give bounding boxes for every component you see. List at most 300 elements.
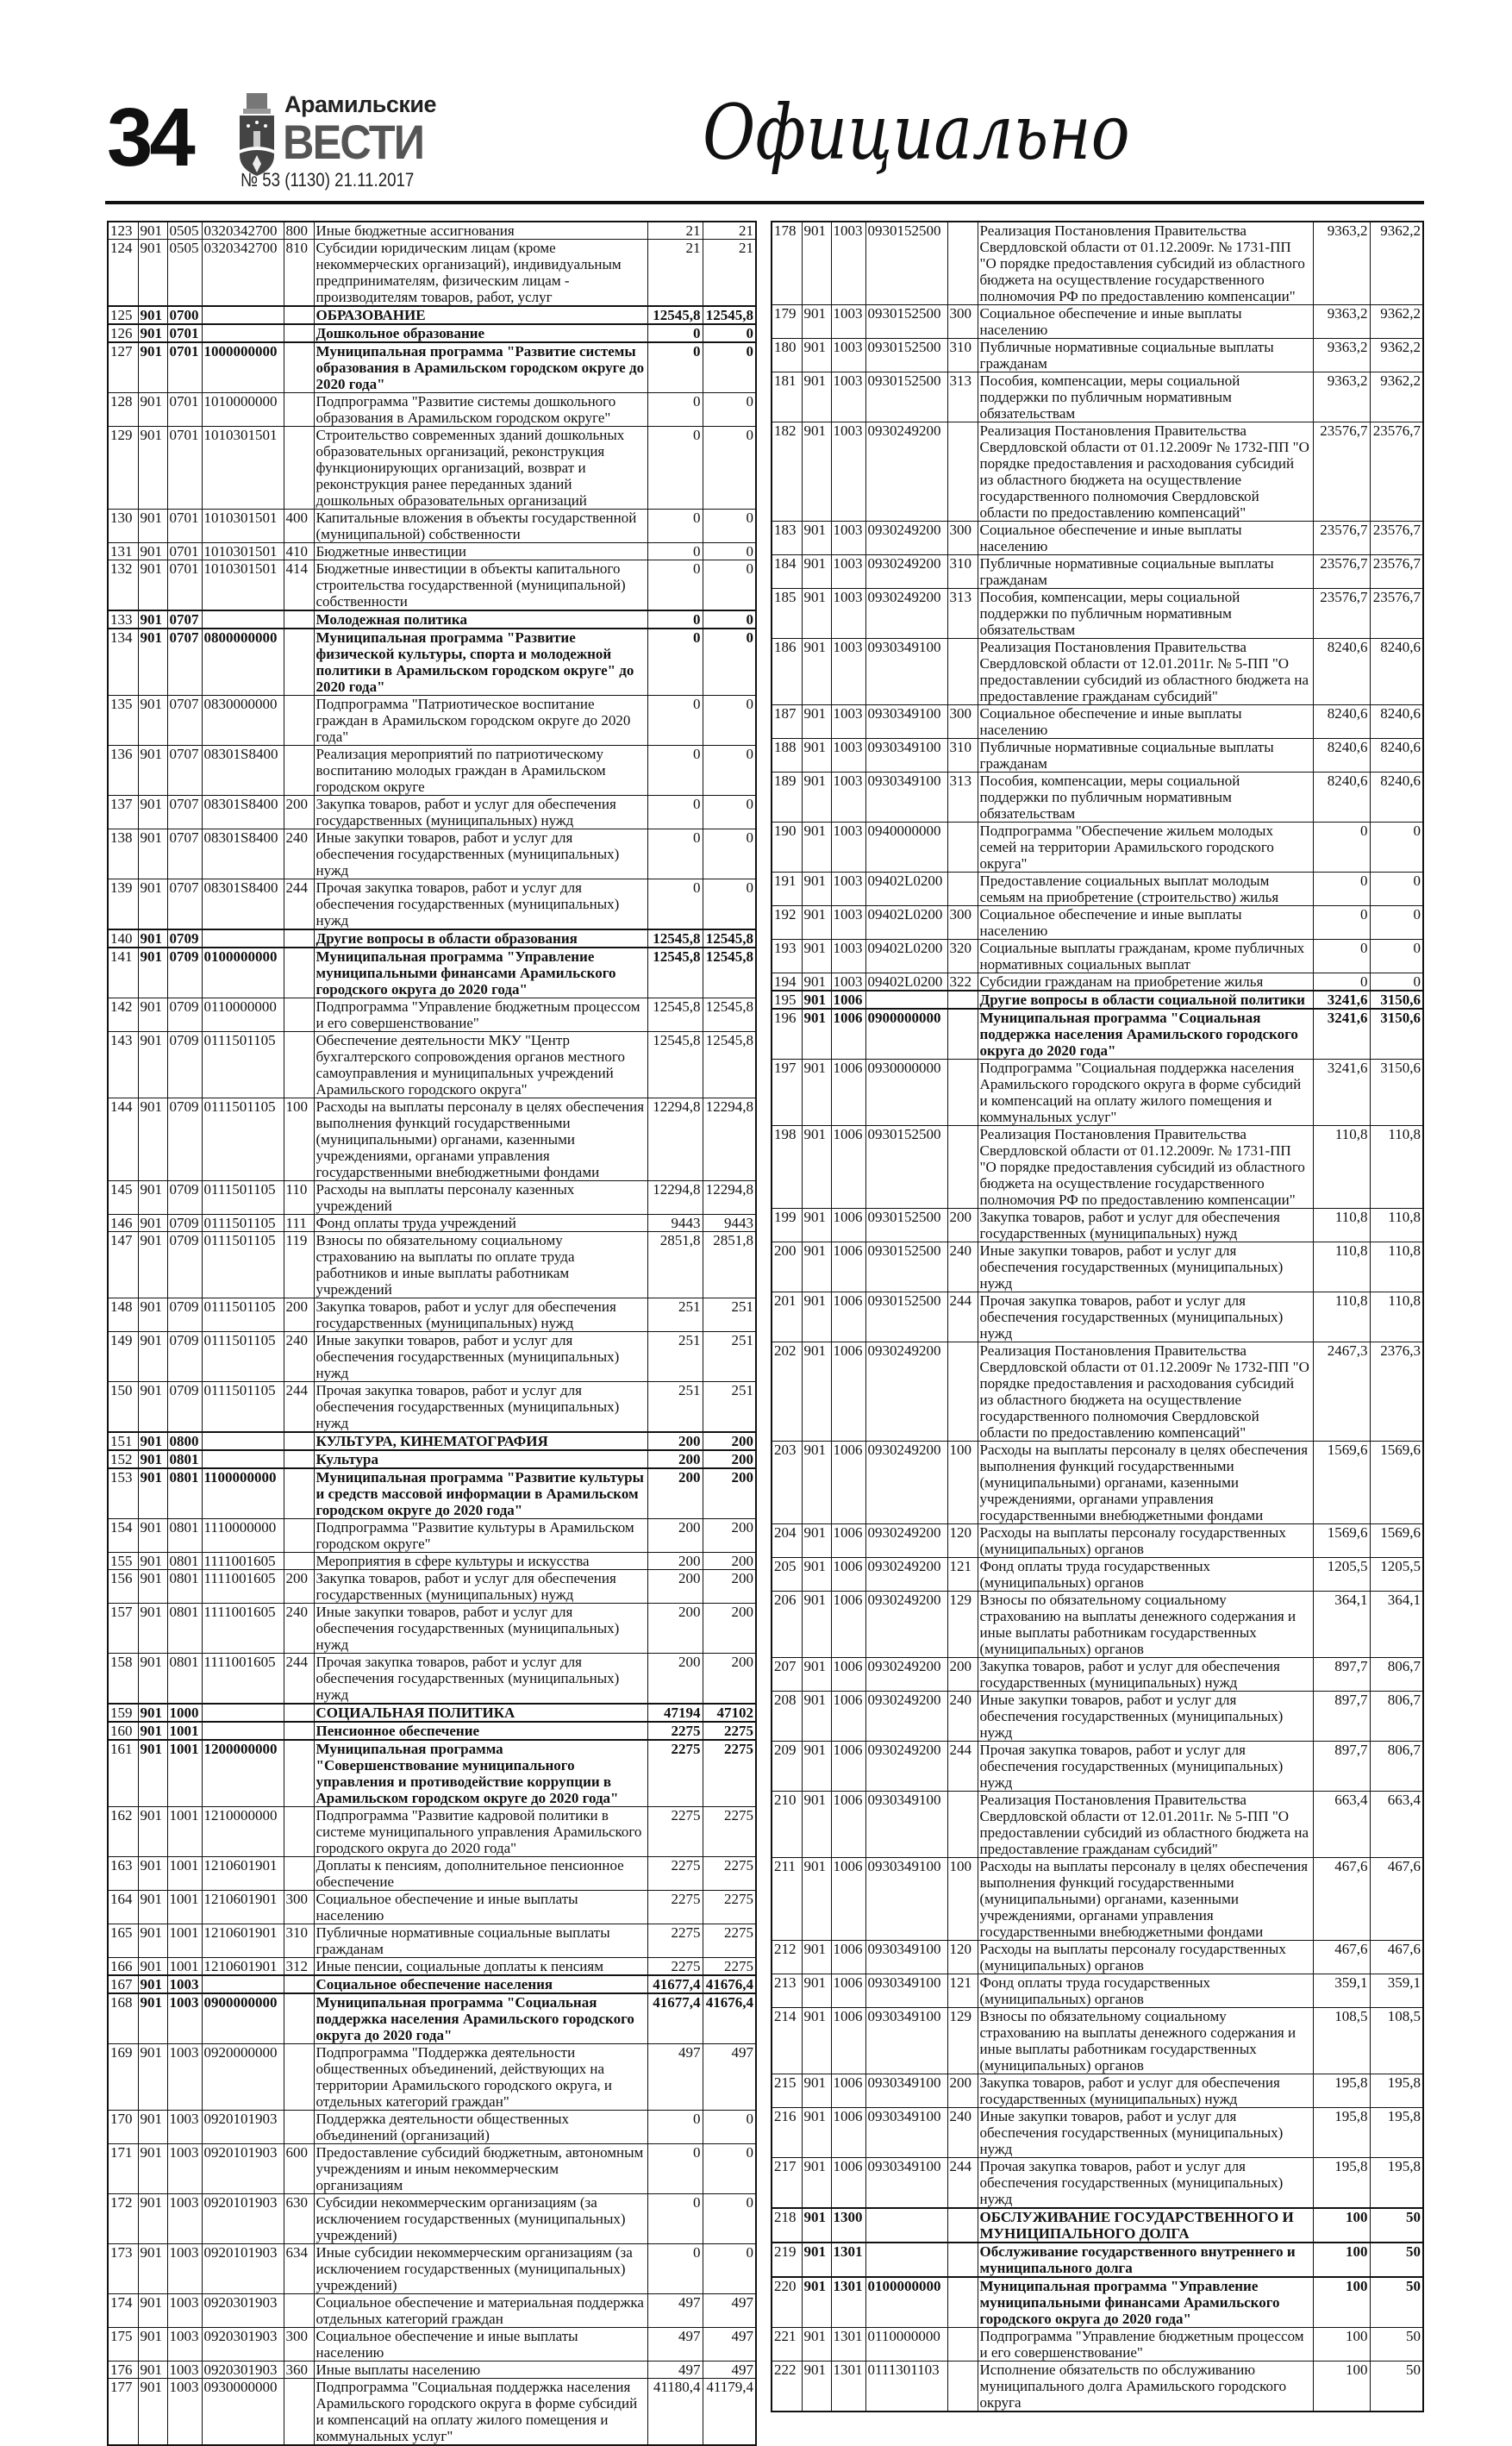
target-article-code — [202, 1722, 284, 1740]
table-row — [108, 1958, 756, 1976]
department-code: 901 — [802, 2277, 831, 2328]
expense-type-code — [947, 1126, 978, 1209]
target-article-code: 0800000000 — [202, 629, 284, 696]
department-code: 901 — [802, 940, 831, 973]
table-row — [108, 1654, 756, 1705]
department-code: 901 — [138, 998, 167, 1032]
expense-type-code: 310 — [284, 1924, 314, 1958]
table-row — [108, 2144, 756, 2194]
expense-type-code — [284, 998, 314, 1032]
section-code: 1003 — [831, 339, 865, 372]
table-row — [772, 1292, 1423, 1342]
department-code: 901 — [138, 1032, 167, 1098]
row-number: 159 — [108, 1704, 138, 1722]
row-number: 123 — [108, 222, 138, 240]
expense-description: Строительство современных зданий дошкольных образовательных организаций, реконструкция функционирующих организаций, возврат и реконструкция ранее переданных зданий дошкольных образовательных организаций — [314, 427, 647, 510]
amount-2: 23576,7 — [1370, 589, 1423, 639]
target-article-code — [202, 929, 284, 948]
expense-type-code: 110 — [284, 1181, 314, 1215]
section-code: 1006 — [831, 1858, 865, 1941]
expense-type-code: 313 — [947, 372, 978, 422]
expense-type-code: 310 — [947, 339, 978, 372]
amount-2: 0 — [703, 510, 756, 543]
table-row — [772, 1242, 1423, 1292]
table-row — [772, 589, 1423, 639]
expense-type-code: 240 — [284, 1604, 314, 1654]
table-row — [772, 1692, 1423, 1742]
amount-2: 50 — [1370, 2328, 1423, 2362]
amount-1: 41677,4 — [647, 1993, 703, 2044]
amount-2: 0 — [1370, 906, 1423, 940]
expense-type-code: 800 — [284, 222, 314, 240]
section-code: 0505 — [167, 240, 202, 307]
expense-type-code — [947, 639, 978, 705]
expense-description: Исполнение обязательств по обслуживанию муниципального долга Арамильского городского округа — [978, 2362, 1313, 2412]
target-article-code: 0930249200 — [865, 1658, 947, 1692]
table-row — [108, 342, 756, 393]
expense-description: Предоставление субсидий бюджетным, автономным учреждениям и иным некоммерческим организациям — [314, 2144, 647, 2194]
target-article-code: 0930349100 — [865, 2074, 947, 2108]
table-row — [108, 1553, 756, 1570]
expense-type-code: 129 — [947, 1592, 978, 1658]
expense-type-code — [947, 2243, 978, 2277]
amount-2: 806,7 — [1370, 1658, 1423, 1692]
department-code: 901 — [138, 2194, 167, 2244]
section-code: 0709 — [167, 1232, 202, 1298]
table-row — [108, 240, 756, 307]
target-article-code: 0920101903 — [202, 2111, 284, 2144]
section-code: 1006 — [831, 1592, 865, 1658]
department-code: 901 — [138, 1298, 167, 1332]
section-title: Официально — [703, 88, 1130, 177]
department-code: 901 — [138, 2144, 167, 2194]
amount-1: 0 — [647, 393, 703, 427]
amount-2: 0 — [703, 2144, 756, 2194]
expense-description: Подпрограмма "Социальная поддержка населения Арамильского городского округа в форме субсидий и компенсаций на оплату жилого помещения и коммунальных услуг" — [978, 1060, 1313, 1126]
department-code: 901 — [802, 1558, 831, 1592]
expense-description: Бюджетные инвестиции в объекты капитального строительства государственной (муниципальной) собственности — [314, 560, 647, 611]
expense-description: Муниципальная программа "Управление муниципальными финансами Арамильского городского округа до 2020 года" — [978, 2277, 1313, 2328]
expense-description: Реализация Постановления Правительства Свердловской области от 01.12.2009г № 1732-ПП "О порядке предоставления и расходования субсидий из областного бюджета на осуществление государственного полномочия Свердловской области по предоставлению компенсаций" — [978, 422, 1313, 522]
department-code: 901 — [138, 222, 167, 240]
newspaper-name-main: ВЕСТИ — [283, 115, 424, 169]
amount-2: 12545,8 — [703, 306, 756, 324]
section-code: 1003 — [167, 2044, 202, 2111]
section-code: 0709 — [167, 998, 202, 1032]
amount-2: 8240,6 — [1370, 639, 1423, 705]
amount-2: 108,5 — [1370, 2008, 1423, 2074]
section-code: 1006 — [831, 2074, 865, 2108]
department-code: 901 — [138, 1740, 167, 1807]
section-code: 1001 — [167, 1924, 202, 1958]
amount-2: 200 — [703, 1604, 756, 1654]
amount-2: 195,8 — [1370, 2108, 1423, 2158]
row-number: 174 — [108, 2294, 138, 2328]
amount-1: 47194 — [647, 1704, 703, 1722]
table-row — [772, 222, 1423, 305]
section-code: 1006 — [831, 1442, 865, 1524]
section-code: 0701 — [167, 342, 202, 393]
section-code: 1006 — [831, 2008, 865, 2074]
target-article-code: 0930152500 — [865, 1209, 947, 1242]
expense-type-code — [947, 422, 978, 522]
row-number: 160 — [108, 1722, 138, 1740]
expense-description: Публичные нормативные социальные выплаты гражданам — [978, 339, 1313, 372]
target-article-code: 1111001605 — [202, 1604, 284, 1654]
amount-2: 9362,2 — [1370, 339, 1423, 372]
expense-type-code — [947, 222, 978, 305]
amount-2: 3150,6 — [1370, 1060, 1423, 1126]
amount-2: 0 — [703, 560, 756, 611]
section-code: 1003 — [831, 222, 865, 305]
amount-1: 0 — [647, 746, 703, 796]
expense-description: ОБСЛУЖИВАНИЕ ГОСУДАРСТВЕННОГО И МУНИЦИПАЛЬНОГО ДОЛГА — [978, 2208, 1313, 2243]
amount-1: 200 — [647, 1432, 703, 1450]
expense-type-code — [284, 1519, 314, 1553]
expense-type-code — [284, 746, 314, 796]
target-article-code — [202, 610, 284, 629]
amount-2: 23576,7 — [1370, 522, 1423, 555]
table-row — [772, 2277, 1423, 2328]
row-number: 182 — [772, 422, 802, 522]
amount-1: 9443 — [647, 1215, 703, 1232]
department-code: 901 — [138, 1450, 167, 1468]
section-code: 1006 — [831, 1941, 865, 1974]
department-code: 901 — [138, 427, 167, 510]
target-article-code: 0930152500 — [865, 339, 947, 372]
expense-description: Иные закупки товаров, работ и услуг для обеспечения государственных (муниципальных) нужд — [314, 1332, 647, 1382]
table-row — [772, 1792, 1423, 1858]
amount-1: 2275 — [647, 1857, 703, 1891]
table-row — [108, 1332, 756, 1382]
amount-1: 12545,8 — [647, 306, 703, 324]
section-code: 1003 — [831, 973, 865, 992]
expense-type-code: 100 — [947, 1442, 978, 1524]
row-number: 130 — [108, 510, 138, 543]
row-number: 206 — [772, 1592, 802, 1658]
table-row — [108, 427, 756, 510]
target-article-code: 0930349100 — [865, 1792, 947, 1858]
expense-description: Обеспечение деятельности МКУ "Центр бухгалтерского сопровождения органов местного самоуправления и муниципальных учреждений Арамильского городского округа" — [314, 1032, 647, 1098]
row-number: 162 — [108, 1807, 138, 1857]
section-code: 1006 — [831, 1126, 865, 1209]
table-row — [108, 1891, 756, 1924]
target-article-code: 1210601901 — [202, 1857, 284, 1891]
amount-1: 2275 — [647, 1958, 703, 1976]
row-number: 172 — [108, 2194, 138, 2244]
expense-type-code — [284, 2294, 314, 2328]
amount-1: 0 — [647, 2244, 703, 2294]
expense-description: Расходы на выплаты персоналу казенных учреждений — [314, 1181, 647, 1215]
expense-type-code — [947, 873, 978, 906]
target-article-code: 0111501105 — [202, 1181, 284, 1215]
department-code: 901 — [802, 2243, 831, 2277]
section-code: 1003 — [167, 2379, 202, 2446]
row-number: 216 — [772, 2108, 802, 2158]
amount-1: 108,5 — [1313, 2008, 1370, 2074]
expense-type-code: 300 — [284, 1891, 314, 1924]
amount-1: 8240,6 — [1313, 739, 1370, 773]
section-code: 1003 — [831, 305, 865, 339]
target-article-code: 0320342700 — [202, 240, 284, 307]
expense-description: Социальное обеспечение и иные выплаты населению — [978, 522, 1313, 555]
amount-1: 497 — [647, 2044, 703, 2111]
section-code: 1001 — [167, 1740, 202, 1807]
section-code: 1301 — [831, 2328, 865, 2362]
expense-description: Субсидии гражданам на приобретение жилья — [978, 973, 1313, 992]
table-row — [108, 998, 756, 1032]
amount-1: 23576,7 — [1313, 589, 1370, 639]
department-code: 901 — [138, 2379, 167, 2446]
expense-description: Иные бюджетные ассигнования — [314, 222, 647, 240]
amount-2: 251 — [703, 1298, 756, 1332]
row-number: 189 — [772, 773, 802, 823]
expense-description: Публичные нормативные социальные выплаты гражданам — [978, 555, 1313, 589]
expense-description: Иные субсидии некоммерческим организациям (за исключением государственных (муниципальных) учреждений) — [314, 2244, 647, 2294]
expense-description: Расходы на выплаты персоналу в целях обеспечения выполнения функций государственными (муниципальными) органами, казенными учреждениями, органами управления государственными внебюджетными фондами — [314, 1098, 647, 1181]
row-number: 126 — [108, 324, 138, 342]
expense-type-code: 119 — [284, 1232, 314, 1298]
department-code: 901 — [802, 1342, 831, 1442]
amount-1: 663,4 — [1313, 1792, 1370, 1858]
amount-2: 9362,2 — [1370, 372, 1423, 422]
row-number: 152 — [108, 1450, 138, 1468]
table-row — [772, 1558, 1423, 1592]
expense-description: Субсидии юридическим лицам (кроме некоммерческих организаций), индивидуальным предпринимателям, физическим лицам - производителям товаров, работ, услуг — [314, 240, 647, 307]
department-code: 901 — [802, 222, 831, 305]
expense-description: Закупка товаров, работ и услуг для обеспечения государственных (муниципальных) нужд — [978, 2074, 1313, 2108]
row-number: 176 — [108, 2362, 138, 2379]
department-code: 901 — [802, 2074, 831, 2108]
amount-1: 12545,8 — [647, 948, 703, 998]
expense-description: Прочая закупка товаров, работ и услуг для обеспечения государственных (муниципальных) нужд — [978, 1742, 1313, 1792]
section-code: 1001 — [167, 1857, 202, 1891]
table-row — [772, 823, 1423, 873]
section-code: 1003 — [831, 422, 865, 522]
table-row — [772, 2328, 1423, 2362]
target-article-code: 0930349100 — [865, 2158, 947, 2209]
section-code: 1003 — [167, 1975, 202, 1993]
row-number: 180 — [772, 339, 802, 372]
amount-2: 0 — [703, 829, 756, 879]
amount-1: 110,8 — [1313, 1126, 1370, 1209]
amount-2: 50 — [1370, 2362, 1423, 2412]
amount-2: 2275 — [703, 1924, 756, 1958]
target-article-code: 0830000000 — [202, 696, 284, 746]
expense-description: КУЛЬТУРА, КИНЕМАТОГРАФИЯ — [314, 1432, 647, 1450]
row-number: 139 — [108, 879, 138, 930]
expense-description: Прочая закупка товаров, работ и услуг для обеспечения государственных (муниципальных) нужд — [314, 1382, 647, 1433]
expense-type-code: 244 — [284, 1382, 314, 1433]
expense-type-code — [284, 342, 314, 393]
expense-description: Реализация Постановления Правительства Свердловской области от 01.12.2009г № 1732-ПП "О порядке предоставления и расходования субсидий из областного бюджета на осуществление государственного полномочия Свердловской области по предоставлению компенсаций" — [978, 1342, 1313, 1442]
row-number: 203 — [772, 1442, 802, 1524]
expense-description: Другие вопросы в области социальной политики — [978, 991, 1313, 1009]
section-code: 1006 — [831, 1974, 865, 2008]
target-article-code: 0930349100 — [865, 1858, 947, 1941]
target-article-code: 09402L0200 — [865, 973, 947, 992]
amount-1: 110,8 — [1313, 1242, 1370, 1292]
section-code: 0709 — [167, 1032, 202, 1098]
amount-1: 359,1 — [1313, 1974, 1370, 2008]
amount-1: 9363,2 — [1313, 372, 1370, 422]
amount-2: 497 — [703, 2044, 756, 2111]
amount-1: 0 — [1313, 873, 1370, 906]
expense-type-code: 320 — [947, 940, 978, 973]
amount-1: 100 — [1313, 2362, 1370, 2412]
row-number: 214 — [772, 2008, 802, 2074]
row-number: 143 — [108, 1032, 138, 1098]
amount-1: 23576,7 — [1313, 555, 1370, 589]
target-article-code: 0940000000 — [865, 823, 947, 873]
amount-1: 8240,6 — [1313, 705, 1370, 739]
department-code: 901 — [138, 1857, 167, 1891]
department-code: 901 — [138, 829, 167, 879]
department-code: 901 — [138, 796, 167, 829]
amount-1: 0 — [647, 796, 703, 829]
expense-type-code — [284, 1468, 314, 1519]
amount-2: 110,8 — [1370, 1292, 1423, 1342]
table-row — [108, 1181, 756, 1215]
department-code: 901 — [802, 2158, 831, 2209]
target-article-code: 0930249200 — [865, 422, 947, 522]
amount-1: 467,6 — [1313, 1941, 1370, 1974]
expense-description: Иные пенсии, социальные доплаты к пенсиям — [314, 1958, 647, 1976]
section-code: 0709 — [167, 1298, 202, 1332]
department-code: 901 — [802, 522, 831, 555]
expense-description: Социальное обеспечение и иные выплаты населению — [978, 705, 1313, 739]
amount-1: 2275 — [647, 1924, 703, 1958]
section-code: 0701 — [167, 560, 202, 611]
expense-description: Культура — [314, 1450, 647, 1468]
table-row — [772, 1592, 1423, 1658]
section-code: 0709 — [167, 929, 202, 948]
expense-description: Прочая закупка товаров, работ и услуг для обеспечения государственных (муниципальных) нужд — [314, 1654, 647, 1705]
expense-type-code: 200 — [947, 1658, 978, 1692]
row-number: 173 — [108, 2244, 138, 2294]
row-number: 165 — [108, 1924, 138, 1958]
target-article-code: 0110000000 — [865, 2328, 947, 2362]
expense-description: Фонд оплаты труда государственных (муниципальных) органов — [978, 1974, 1313, 2008]
expense-type-code: 810 — [284, 240, 314, 307]
amount-1: 100 — [1313, 2277, 1370, 2328]
amount-2: 41179,4 — [703, 2379, 756, 2446]
department-code: 901 — [138, 1332, 167, 1382]
department-code: 901 — [138, 1807, 167, 1857]
expense-type-code — [284, 1432, 314, 1450]
table-row — [772, 1974, 1423, 2008]
expense-description: Фонд оплаты труда государственных (муниципальных) органов — [978, 1558, 1313, 1592]
amount-2: 41676,4 — [703, 1975, 756, 1993]
amount-2: 2275 — [703, 1958, 756, 1976]
section-code: 1003 — [167, 2362, 202, 2379]
expense-description: Муниципальная программа "Управление муниципальными финансами Арамильского городского округа до 2020 года" — [314, 948, 647, 998]
target-article-code: 0111501105 — [202, 1098, 284, 1181]
table-row — [108, 222, 756, 240]
department-code: 901 — [138, 2044, 167, 2111]
expense-type-code: 244 — [947, 1292, 978, 1342]
target-article-code: 1210601901 — [202, 1891, 284, 1924]
target-article-code: 1010301501 — [202, 427, 284, 510]
section-code: 1003 — [831, 705, 865, 739]
section-code: 0801 — [167, 1450, 202, 1468]
target-article-code: 0100000000 — [865, 2277, 947, 2328]
amount-2: 12545,8 — [703, 948, 756, 998]
amount-2: 23576,7 — [1370, 422, 1423, 522]
amount-2: 0 — [1370, 940, 1423, 973]
expense-description: Муниципальная программа "Развитие физической культуры, спорта и молодежной политики в Арамильском городском округе" до 2020 года" — [314, 629, 647, 696]
expense-description: Обслуживание государственного внутреннего и муниципального долга — [978, 2243, 1313, 2277]
amount-1: 100 — [1313, 2328, 1370, 2362]
expense-description: Капитальные вложения в объекты государственной (муниципальной) собственности — [314, 510, 647, 543]
expense-type-code: 200 — [947, 1209, 978, 1242]
expense-type-code — [284, 306, 314, 324]
department-code: 901 — [802, 1442, 831, 1524]
department-code: 901 — [138, 1604, 167, 1654]
section-code: 1003 — [831, 522, 865, 555]
target-article-code: 0930249200 — [865, 1692, 947, 1742]
amount-2: 9362,2 — [1370, 222, 1423, 305]
amount-1: 251 — [647, 1298, 703, 1332]
department-code: 901 — [138, 948, 167, 998]
amount-2: 41676,4 — [703, 1993, 756, 2044]
table-row — [772, 1060, 1423, 1126]
expense-description: Иные закупки товаров, работ и услуг для обеспечения государственных (муниципальных) нужд — [314, 829, 647, 879]
expense-description: Бюджетные инвестиции — [314, 543, 647, 560]
target-article-code: 0930152500 — [865, 1242, 947, 1292]
row-number: 201 — [772, 1292, 802, 1342]
expense-type-code: 313 — [947, 589, 978, 639]
row-number: 144 — [108, 1098, 138, 1181]
row-number: 184 — [772, 555, 802, 589]
department-code: 901 — [138, 1993, 167, 2044]
amount-2: 12294,8 — [703, 1098, 756, 1181]
amount-1: 3241,6 — [1313, 1009, 1370, 1060]
row-number: 197 — [772, 1060, 802, 1126]
section-code: 0707 — [167, 610, 202, 629]
department-code: 901 — [138, 1519, 167, 1553]
expense-type-code: 300 — [947, 906, 978, 940]
expense-type-code: 240 — [284, 829, 314, 879]
expense-type-code — [947, 1792, 978, 1858]
amount-2: 110,8 — [1370, 1126, 1423, 1209]
expense-type-code: 240 — [284, 1332, 314, 1382]
department-code: 901 — [802, 739, 831, 773]
amount-1: 0 — [1313, 940, 1370, 973]
target-article-code: 0920101903 — [202, 2244, 284, 2294]
amount-2: 806,7 — [1370, 1742, 1423, 1792]
expense-type-code: 200 — [947, 2074, 978, 2108]
amount-2: 110,8 — [1370, 1242, 1423, 1292]
amount-2: 0 — [703, 796, 756, 829]
row-number: 204 — [772, 1524, 802, 1558]
section-code: 1006 — [831, 1742, 865, 1792]
row-number: 199 — [772, 1209, 802, 1242]
expense-type-code: 400 — [284, 510, 314, 543]
row-number: 194 — [772, 973, 802, 992]
target-article-code — [202, 306, 284, 324]
target-article-code: 09402L0200 — [865, 873, 947, 906]
row-number: 186 — [772, 639, 802, 705]
newspaper-name-top: Арамильские — [284, 91, 436, 117]
expense-type-code: 300 — [947, 305, 978, 339]
amount-1: 2275 — [647, 1722, 703, 1740]
amount-2: 8240,6 — [1370, 773, 1423, 823]
expense-type-code — [284, 1722, 314, 1740]
section-code: 1003 — [167, 2244, 202, 2294]
department-code: 901 — [802, 1292, 831, 1342]
section-code: 1006 — [831, 991, 865, 1009]
